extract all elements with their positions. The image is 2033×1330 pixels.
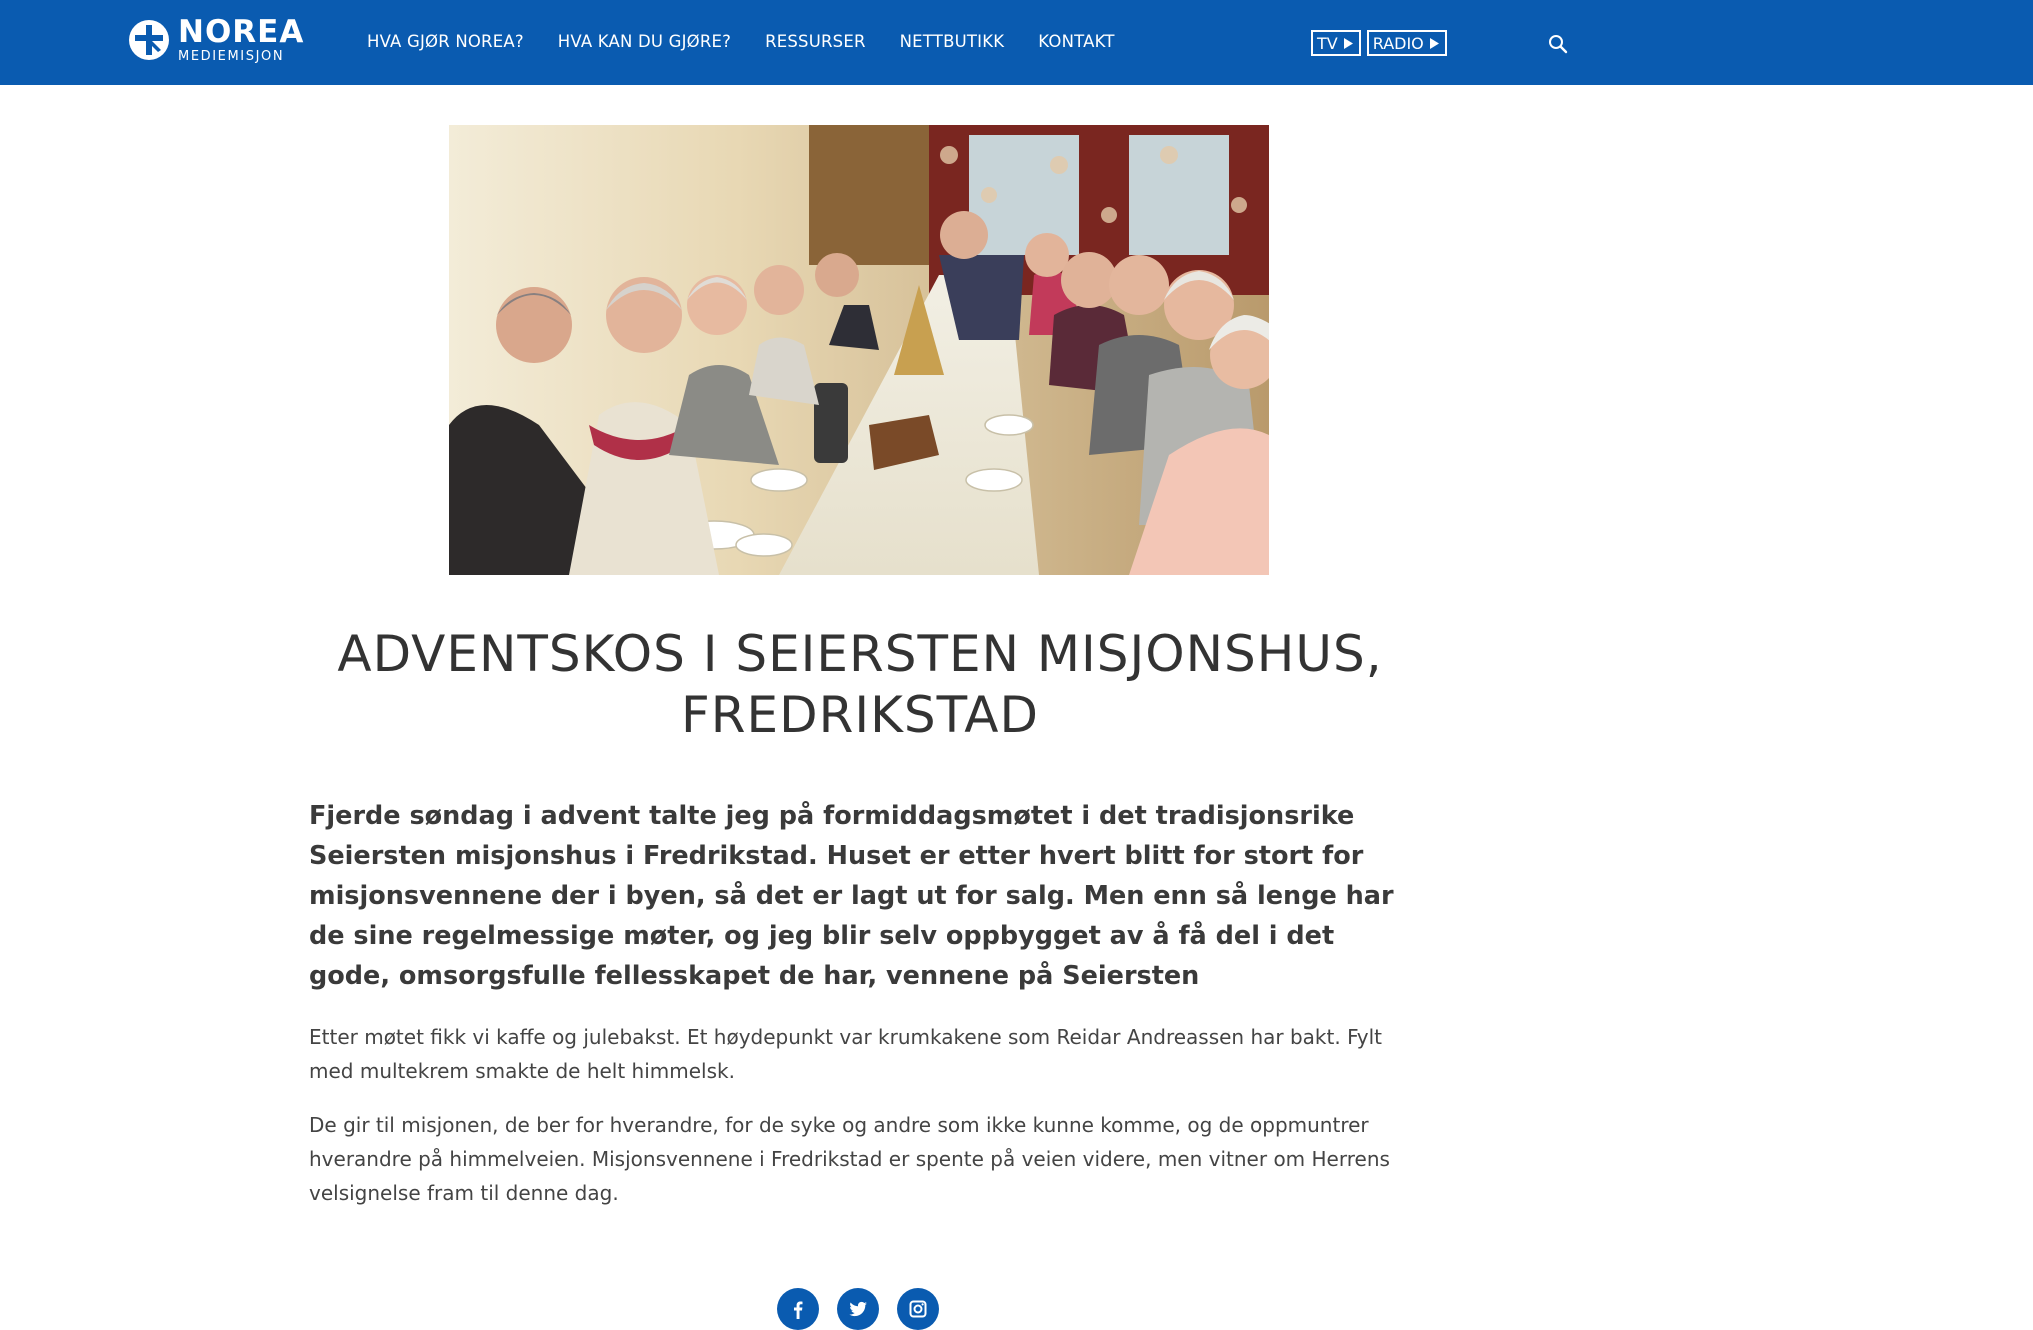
top-navigation-bar xyxy=(0,0,2033,85)
article-photo xyxy=(449,125,1269,575)
share-instagram-button[interactable] xyxy=(897,1288,939,1330)
nav-item-hva-kan-du-gjore[interactable]: HVA KAN DU GJØRE? xyxy=(557,32,732,51)
nav-item-kontakt[interactable]: KONTAKT xyxy=(1038,32,1115,51)
nav-item-nettbutikk[interactable]: NETTBUTIKK xyxy=(899,32,1005,51)
search-icon[interactable] xyxy=(1546,32,1570,56)
article-paragraph: De gir til misjonen, de ber for hverandre, for de syke og andre som ikke kunne komme, og de oppmuntrer hverandre på himmelveien. Misjonsvennene i Fredrikstad er spente på veien videre, men vitner om Herrens velsignelse fram til denne dag. xyxy=(309,1113,1390,1205)
main-menu xyxy=(367,32,1149,51)
logo-subtitle: MEDIEMISJON xyxy=(178,49,285,64)
play-icon xyxy=(1344,38,1353,49)
instagram-icon xyxy=(908,1299,928,1319)
share-buttons xyxy=(777,1288,957,1330)
norea-logo-mark xyxy=(128,19,170,61)
share-twitter-button[interactable] xyxy=(837,1288,879,1330)
article-title: ADVENTSKOS I SEIERSTEN MISJONSHUS, FREDRIKSTAD xyxy=(337,625,1383,744)
article-paragraph: Etter møtet fikk vi kaffe og julebakst. Et høydepunkt var krumkakene som Reidar Andreassen har bakt. Fylt med multekrem smakte de helt himmelsk. xyxy=(309,1025,1382,1083)
nav-item-hva-gjor-norea[interactable]: HVA GJØR NOREA? xyxy=(367,32,524,51)
facebook-icon xyxy=(788,1299,808,1319)
norea-logo[interactable] xyxy=(128,16,304,64)
play-icon xyxy=(1430,38,1439,49)
twitter-icon xyxy=(848,1299,868,1319)
article-lead: Fjerde søndag i advent talte jeg på formiddagsmøtet i det tradisjonsrike Seiersten misjonshus i Fredrikstad. Huset er etter hvert blitt for stort for misjonsvennene der i byen, så det er lagt ut for salg. Men enn så lenge har de sine regelmessige møter, og jeg blir selv oppbygget av å få del i det gode, omsorgsfulle fellesskapet de har, vennene på Seiersten xyxy=(309,801,1394,991)
logo-name: NOREA xyxy=(178,14,305,50)
nav-item-ressurser[interactable]: RESSURSER xyxy=(765,32,866,51)
share-facebook-button[interactable] xyxy=(777,1288,819,1330)
logo-text xyxy=(178,14,305,64)
radio-label: RADIO xyxy=(1372,33,1424,53)
tv-button[interactable] xyxy=(1311,30,1361,56)
radio-button[interactable] xyxy=(1367,30,1447,56)
tv-label: TV xyxy=(1317,33,1338,53)
media-links xyxy=(1311,30,1453,56)
